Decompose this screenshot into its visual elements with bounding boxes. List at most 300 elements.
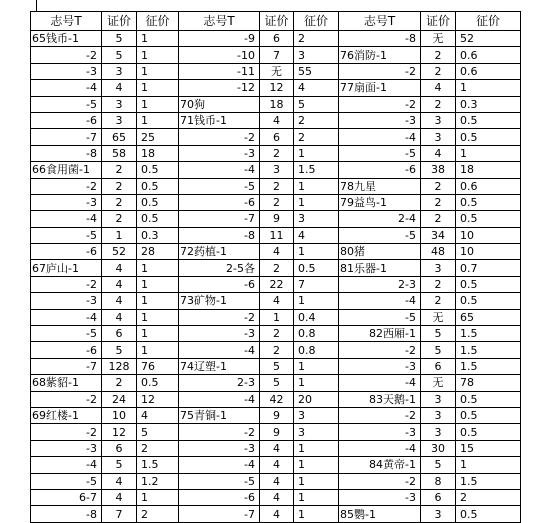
certificate-price-cell: 5 (421, 342, 456, 358)
certificate-price-cell: 10 (102, 407, 137, 423)
stamp-number-cell: 84黄帝-1 (339, 457, 421, 473)
stamp-number-cell: -11 (179, 63, 260, 79)
stamp-number-cell: -4 (179, 457, 260, 473)
certificate-price-cell: 11 (260, 227, 294, 243)
table-row (31, 227, 521, 243)
stamp-number-cell: -4 (179, 391, 260, 407)
certificate-price-cell: 58 (102, 145, 137, 161)
table-row (31, 211, 521, 227)
collection-price-cell: 1 (456, 145, 521, 161)
certificate-price-cell: 5 (421, 326, 456, 342)
collection-price-cell: 1 (294, 358, 339, 374)
certificate-price-cell: 4 (102, 473, 137, 489)
collection-price-cell: 0.5 (456, 194, 521, 210)
stamp-number-cell: -7 (31, 358, 102, 374)
collection-price-cell: 0.4 (294, 309, 339, 325)
collection-price-cell: 1 (294, 145, 339, 161)
certificate-price-cell: 8 (421, 473, 456, 489)
stamp-number-cell: 80猪 (339, 244, 421, 260)
collection-price-cell: 18 (456, 162, 521, 178)
stamp-number-cell: -2 (31, 391, 102, 407)
collection-price-cell: 1 (137, 293, 179, 309)
certificate-price-cell: 4 (260, 473, 294, 489)
certificate-price-cell: 9 (260, 211, 294, 227)
stamp-number-cell: -2 (179, 309, 260, 325)
certificate-price-cell: 6 (102, 440, 137, 456)
stamp-number-cell: -5 (31, 473, 102, 489)
table-row (31, 276, 521, 292)
certificate-price-cell: 3 (421, 506, 456, 522)
certificate-price-cell: 30 (421, 440, 456, 456)
certificate-price-cell: 52 (102, 244, 137, 260)
collection-price-cell: 0.5 (137, 178, 179, 194)
certificate-price-cell: 4 (421, 145, 456, 161)
collection-price-cell: 0.3 (456, 96, 521, 112)
stamp-number-cell: -9 (179, 31, 260, 47)
stamp-number-cell: -8 (31, 506, 102, 522)
certificate-price-cell: 3 (260, 162, 294, 178)
collection-price-cell: 1.2 (137, 473, 179, 489)
table-row (31, 47, 521, 63)
stamp-number-cell: -4 (31, 80, 102, 96)
stamp-number-cell: -2 (31, 47, 102, 63)
collection-price-cell: 0.8 (294, 326, 339, 342)
table-row (31, 145, 521, 161)
stamp-number-cell: -4 (31, 309, 102, 325)
certificate-price-cell: 38 (421, 162, 456, 178)
table-row (31, 489, 521, 505)
stamp-number-cell: -3 (31, 440, 102, 456)
certificate-price-cell: 5 (102, 457, 137, 473)
table-row (31, 457, 521, 473)
collection-price-cell: 1.5 (456, 342, 521, 358)
stamp-number-cell: -2 (339, 96, 421, 112)
collection-price-cell: 1.5 (294, 162, 339, 178)
table-row (31, 129, 521, 145)
header-cell: 证价 (260, 12, 294, 31)
certificate-price-cell: 12 (260, 80, 294, 96)
stamp-number-cell: -4 (31, 457, 102, 473)
collection-price-cell: 4 (294, 227, 339, 243)
table-row (31, 162, 521, 178)
collection-price-cell: 1 (294, 457, 339, 473)
collection-price-cell: 0.5 (137, 162, 179, 178)
stamp-number-cell: -3 (339, 489, 421, 505)
collection-price-cell: 1 (137, 63, 179, 79)
collection-price-cell: 5 (137, 424, 179, 440)
stamp-number-cell: -3 (179, 440, 260, 456)
stamp-number-cell: -5 (179, 178, 260, 194)
stamp-number-cell: 79益鸟-1 (339, 194, 421, 210)
header-cell: 征价 (294, 12, 339, 31)
certificate-price-cell: 5 (421, 457, 456, 473)
collection-price-cell: 10 (456, 227, 521, 243)
stamp-number-cell: -6 (31, 342, 102, 358)
certificate-price-cell: 2 (102, 194, 137, 210)
table-row (31, 96, 521, 112)
stamp-number-cell: -8 (179, 227, 260, 243)
stamp-number-cell: -2 (339, 342, 421, 358)
collection-price-cell: 2 (294, 129, 339, 145)
stamp-number-cell: 66食用菌-1 (31, 162, 102, 178)
certificate-price-cell: 3 (421, 260, 456, 276)
certificate-price-cell: 3 (102, 63, 137, 79)
certificate-price-cell: 5 (102, 31, 137, 47)
stamp-number-cell: 82西厢-1 (339, 326, 421, 342)
certificate-price-cell: 9 (260, 424, 294, 440)
collection-price-cell: 1 (294, 489, 339, 505)
collection-price-cell: 10 (456, 244, 521, 260)
stamp-number-cell: -3 (179, 145, 260, 161)
collection-price-cell: 20 (294, 391, 339, 407)
certificate-price-cell: 128 (102, 358, 137, 374)
certificate-price-cell: 18 (260, 96, 294, 112)
table-row (31, 326, 521, 342)
collection-price-cell: 2 (294, 112, 339, 128)
collection-price-cell: 2 (137, 440, 179, 456)
certificate-price-cell: 4 (260, 244, 294, 260)
stamp-number-cell: 76消防-1 (339, 47, 421, 63)
stamp-number-cell: 2-4 (339, 211, 421, 227)
certificate-price-cell: 6 (421, 358, 456, 374)
collection-price-cell: 4 (294, 80, 339, 96)
stamp-number-cell: -4 (339, 375, 421, 391)
certificate-price-cell: 1 (102, 227, 137, 243)
stamp-number-cell: 2-3 (179, 375, 260, 391)
table-row (31, 31, 521, 47)
collection-price-cell: 1 (137, 276, 179, 292)
header-row (31, 12, 521, 31)
certificate-price-cell: 5 (260, 358, 294, 374)
table-row (31, 112, 521, 128)
stamp-number-cell: 72药植-1 (179, 244, 260, 260)
header-cell: 志号T (179, 12, 260, 31)
stamp-number-cell: -7 (31, 129, 102, 145)
collection-price-cell: 65 (456, 309, 521, 325)
stamp-number-cell: -2 (31, 178, 102, 194)
certificate-price-cell: 3 (421, 391, 456, 407)
stamp-number-cell: -2 (31, 276, 102, 292)
collection-price-cell: 1 (137, 80, 179, 96)
certificate-price-cell: 无 (260, 63, 294, 79)
stamp-number-cell: 78九星 (339, 178, 421, 194)
certificate-price-cell: 24 (102, 391, 137, 407)
stamp-number-cell: -3 (339, 112, 421, 128)
table-row (31, 375, 521, 391)
collection-price-cell: 0.5 (456, 129, 521, 145)
certificate-price-cell: 5 (102, 342, 137, 358)
stamp-number-cell: -5 (179, 473, 260, 489)
collection-price-cell: 0.5 (456, 391, 521, 407)
collection-price-cell: 0.5 (137, 194, 179, 210)
certificate-price-cell: 4 (102, 309, 137, 325)
stamp-number-cell: 2-3 (339, 276, 421, 292)
stamp-number-cell: 69红楼-1 (31, 407, 102, 423)
collection-price-cell: 1 (294, 375, 339, 391)
collection-price-cell: 0.5 (137, 375, 179, 391)
certificate-price-cell: 22 (260, 276, 294, 292)
stamp-number-cell: -6 (179, 276, 260, 292)
certificate-price-cell: 2 (421, 47, 456, 63)
stamp-number-cell: 71钱币-1 (179, 112, 260, 128)
stamp-number-cell: -4 (179, 162, 260, 178)
certificate-price-cell: 4 (102, 293, 137, 309)
stamp-number-cell: -4 (339, 440, 421, 456)
collection-price-cell: 1 (294, 473, 339, 489)
collection-price-cell: 1 (137, 96, 179, 112)
stamp-number-cell: -2 (339, 407, 421, 423)
stamp-number-cell: -5 (339, 145, 421, 161)
stamp-number-cell: -5 (31, 96, 102, 112)
stamp-number-cell: -2 (339, 473, 421, 489)
stamp-number-cell: -3 (31, 194, 102, 210)
collection-price-cell: 12 (137, 391, 179, 407)
collection-price-cell: 0.3 (137, 227, 179, 243)
stamp-number-cell: -6 (31, 112, 102, 128)
certificate-price-cell: 4 (102, 276, 137, 292)
table-row (31, 358, 521, 374)
header-cell: 志号T (31, 12, 102, 31)
table-row (31, 244, 521, 260)
table-row (31, 194, 521, 210)
certificate-price-cell: 2 (102, 375, 137, 391)
stamp-number-cell: -4 (31, 211, 102, 227)
certificate-price-cell: 2 (421, 211, 456, 227)
header-cell: 证价 (102, 12, 137, 31)
stamp-number-cell: 81乐器-1 (339, 260, 421, 276)
collection-price-cell: 0.7 (456, 260, 521, 276)
stamp-number-cell: -3 (179, 326, 260, 342)
collection-price-cell: 18 (137, 145, 179, 161)
collection-price-cell: 1.5 (456, 473, 521, 489)
certificate-price-cell: 12 (102, 424, 137, 440)
collection-price-cell: 1 (294, 293, 339, 309)
stamp-number-cell: -5 (31, 326, 102, 342)
table-row (31, 80, 521, 96)
stamp-number-cell: -8 (339, 31, 421, 47)
stamp-number-cell: -6 (179, 194, 260, 210)
table-row (31, 293, 521, 309)
collection-price-cell: 25 (137, 129, 179, 145)
certificate-price-cell: 42 (260, 391, 294, 407)
collection-price-cell: 0.5 (137, 211, 179, 227)
stamp-number-cell: 73矿物-1 (179, 293, 260, 309)
certificate-price-cell: 3 (421, 112, 456, 128)
collection-price-cell: 1 (137, 47, 179, 63)
certificate-price-cell: 2 (260, 326, 294, 342)
stamp-number-cell: -2 (179, 129, 260, 145)
collection-price-cell: 55 (294, 63, 339, 79)
certificate-price-cell: 6 (102, 326, 137, 342)
certificate-price-cell: 48 (421, 244, 456, 260)
certificate-price-cell: 2 (102, 162, 137, 178)
certificate-price-cell: 1 (260, 309, 294, 325)
certificate-price-cell: 9 (260, 407, 294, 423)
header-cell: 征价 (137, 12, 179, 31)
header-cell: 志号T (339, 12, 421, 31)
collection-price-cell: 1.5 (137, 457, 179, 473)
certificate-price-cell: 4 (260, 293, 294, 309)
stamp-number-cell: -3 (31, 63, 102, 79)
collection-price-cell: 1 (137, 112, 179, 128)
collection-price-cell: 78 (456, 375, 521, 391)
header-cell: 征价 (456, 12, 521, 31)
collection-price-cell: 15 (456, 440, 521, 456)
collection-price-cell: 0.6 (456, 47, 521, 63)
collection-price-cell: 5 (294, 96, 339, 112)
stamp-number-cell: 65钱币-1 (31, 31, 102, 47)
collection-price-cell: 1 (137, 489, 179, 505)
stamp-number-cell: 85鹦-1 (339, 506, 421, 522)
certificate-price-cell: 无 (421, 375, 456, 391)
stamp-number-cell: -7 (179, 211, 260, 227)
certificate-price-cell: 3 (102, 112, 137, 128)
collection-price-cell: 0.5 (456, 407, 521, 423)
certificate-price-cell: 4 (421, 80, 456, 96)
stamp-number-cell: -3 (339, 358, 421, 374)
certificate-price-cell: 4 (260, 489, 294, 505)
table-row (31, 424, 521, 440)
stamp-number-cell: -4 (339, 293, 421, 309)
stamp-number-cell: 83天鹅-1 (339, 391, 421, 407)
stamp-number-cell: -3 (31, 293, 102, 309)
table-row (31, 63, 521, 79)
collection-price-cell: 0.5 (456, 293, 521, 309)
certificate-price-cell: 2 (421, 276, 456, 292)
table-row (31, 440, 521, 456)
collection-price-cell: 1 (294, 194, 339, 210)
certificate-price-cell: 34 (421, 227, 456, 243)
certificate-price-cell: 2 (102, 211, 137, 227)
certificate-price-cell: 4 (260, 112, 294, 128)
certificate-price-cell: 5 (102, 47, 137, 63)
collection-price-cell: 2 (456, 489, 521, 505)
stamp-number-cell: -4 (179, 342, 260, 358)
certificate-price-cell: 2 (102, 178, 137, 194)
stamp-number-cell: -2 (339, 63, 421, 79)
certificate-price-cell: 7 (102, 506, 137, 522)
stamp-number-cell: -3 (339, 424, 421, 440)
collection-price-cell: 0.5 (456, 506, 521, 522)
stamp-number-cell: -12 (179, 80, 260, 96)
certificate-price-cell: 2 (421, 293, 456, 309)
collection-price-cell: 3 (294, 407, 339, 423)
collection-price-cell: 1 (456, 457, 521, 473)
collection-price-cell: 7 (294, 276, 339, 292)
stamp-number-cell: -10 (179, 47, 260, 63)
stamp-number-cell: -6 (339, 162, 421, 178)
stamp-number-cell: 75青铜-1 (179, 407, 260, 423)
collection-price-cell: 0.5 (456, 424, 521, 440)
collection-price-cell: 3 (294, 211, 339, 227)
collection-price-cell: 0.5 (456, 276, 521, 292)
stamp-number-cell: 67庐山-1 (31, 260, 102, 276)
corner-mark (36, 0, 37, 11)
collection-price-cell: 1 (137, 342, 179, 358)
collection-price-cell: 1 (294, 244, 339, 260)
stamp-number-cell: 68紫貂-1 (31, 375, 102, 391)
certificate-price-cell: 2 (421, 194, 456, 210)
collection-price-cell: 28 (137, 244, 179, 260)
collection-price-cell: 3 (294, 424, 339, 440)
collection-price-cell: 52 (456, 31, 521, 47)
stamp-number-cell: -6 (31, 244, 102, 260)
table-row (31, 309, 521, 325)
stamp-number-cell: -8 (31, 145, 102, 161)
certificate-price-cell: 6 (260, 31, 294, 47)
certificate-price-cell: 4 (102, 489, 137, 505)
certificate-price-cell: 6 (421, 489, 456, 505)
table-row (31, 506, 521, 522)
certificate-price-cell: 4 (102, 260, 137, 276)
certificate-price-cell: 65 (102, 129, 137, 145)
table-row (31, 407, 521, 423)
certificate-price-cell: 2 (421, 63, 456, 79)
stamp-number-cell: -6 (179, 489, 260, 505)
collection-price-cell: 0.5 (294, 260, 339, 276)
certificate-price-cell: 5 (260, 375, 294, 391)
table-body (31, 12, 521, 523)
stamp-price-table (30, 11, 521, 523)
certificate-price-cell: 2 (260, 260, 294, 276)
collection-price-cell: 1 (294, 506, 339, 522)
collection-price-cell: 0.5 (456, 211, 521, 227)
stamp-number-cell: 2-5各 (179, 260, 260, 276)
collection-price-cell: 1 (137, 309, 179, 325)
collection-price-cell: 1.5 (456, 358, 521, 374)
collection-price-cell: 0.6 (456, 178, 521, 194)
stamp-number-cell: -2 (31, 424, 102, 440)
certificate-price-cell: 2 (260, 178, 294, 194)
certificate-price-cell: 无 (421, 309, 456, 325)
certificate-price-cell: 3 (421, 424, 456, 440)
header-cell: 证价 (421, 12, 456, 31)
collection-price-cell: 2 (137, 506, 179, 522)
certificate-price-cell: 4 (260, 506, 294, 522)
collection-price-cell: 1 (137, 326, 179, 342)
certificate-price-cell: 2 (260, 342, 294, 358)
stamp-number-cell: 6-7 (31, 489, 102, 505)
table-row (31, 178, 521, 194)
table-row (31, 260, 521, 276)
collection-price-cell: 1 (294, 178, 339, 194)
collection-price-cell: 1.5 (456, 326, 521, 342)
stamp-number-cell: -4 (339, 129, 421, 145)
collection-price-cell: 76 (137, 358, 179, 374)
certificate-price-cell: 4 (260, 457, 294, 473)
collection-price-cell: 1 (294, 440, 339, 456)
stamp-number-cell: -7 (179, 506, 260, 522)
collection-price-cell: 1 (456, 80, 521, 96)
certificate-price-cell: 6 (260, 129, 294, 145)
collection-price-cell: 1 (137, 260, 179, 276)
table-row (31, 342, 521, 358)
collection-price-cell: 2 (294, 31, 339, 47)
stamp-number-cell: -5 (31, 227, 102, 243)
certificate-price-cell: 4 (102, 80, 137, 96)
certificate-price-cell: 3 (421, 129, 456, 145)
certificate-price-cell: 3 (102, 96, 137, 112)
collection-price-cell: 0.5 (456, 112, 521, 128)
stamp-number-cell: 70狗 (179, 96, 260, 112)
table-row (31, 391, 521, 407)
stamp-number-cell: -5 (339, 309, 421, 325)
certificate-price-cell: 2 (260, 194, 294, 210)
certificate-price-cell: 2 (421, 96, 456, 112)
collection-price-cell: 0.6 (456, 63, 521, 79)
certificate-price-cell: 4 (260, 440, 294, 456)
certificate-price-cell: 无 (421, 31, 456, 47)
